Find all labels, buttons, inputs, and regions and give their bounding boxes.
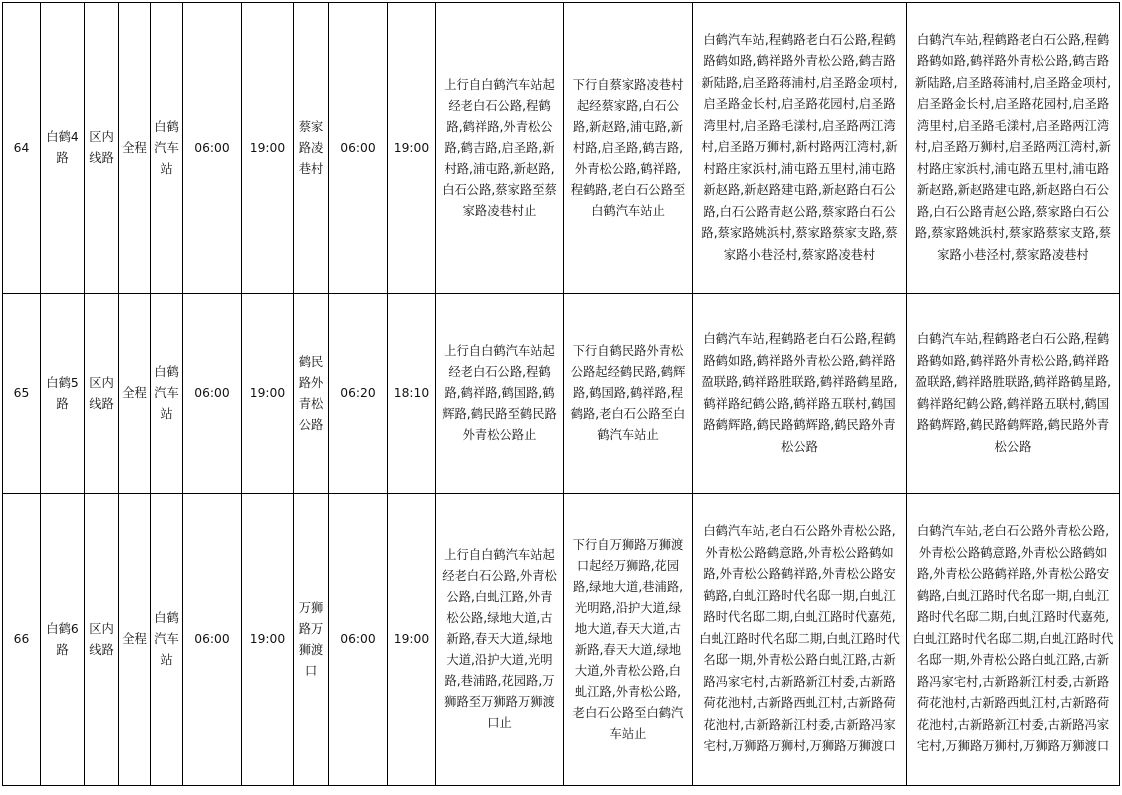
- route-number-cell: 66: [3, 494, 41, 786]
- start-station-cell: 白鹤汽车站: [151, 3, 183, 294]
- end-last-bus-cell: 19:00: [388, 3, 436, 294]
- table-row: [3, 494, 1120, 786]
- down-route-cell: 下行自万狮路万狮渡口起经万狮路,花园路,绿地大道,巷浦路,光明路,沿护大道,绿地大道,春天大道,古新路,春天大道,绿地大道,外青松公路,白虬江路,外青松公路,老白石公路至白鹤汽车站止: [564, 494, 693, 786]
- up-route-cell: 上行自白鹤汽车站起经老白石公路,程鹤路,鹤祥路,外青松公路,鹤吉路,启圣路,新村路,浦屯路,新赵路,白石公路,蔡家路至蔡家路凌巷村止: [436, 3, 564, 294]
- line-type-cell: 区内线路: [85, 294, 119, 494]
- start-first-bus-cell: 06:00: [183, 3, 242, 294]
- range-cell: 全程: [119, 494, 151, 786]
- end-station-cell: 蔡家路凌巷村: [294, 3, 329, 294]
- start-first-bus-cell: 06:00: [183, 494, 242, 786]
- table-row: [3, 3, 1120, 294]
- end-station-cell: 鹤民路外青松公路: [294, 294, 329, 494]
- end-first-bus-cell: 06:20: [329, 294, 388, 494]
- up-route-cell: 上行自白鹤汽车站起经老白石公路,外青松公路,白虬江路,外青松公路,绿地大道,古新路,春天大道,绿地大道,沿护大道,光明路,巷浦路,花园路,万狮路至万狮路万狮渡口止: [436, 494, 564, 786]
- up-stops-cell: 白鹤汽车站,程鹤路老白石公路,程鹤路鹤如路,鹤祥路外青松公路,鹤吉路新陆路,启圣路蒋浦村,启圣路金项村,启圣路金长村,启圣路花园村,启圣路湾里村,启圣路毛漾村,启圣路两江湾村,启圣路万狮村,新村路两江湾村,新村路庄家浜村,浦屯路五里村,浦屯路新赵路,新赵路建屯路,新赵路白石公路,白石公路青赵公路,蔡家路白石公路,蔡家路姚浜村,蔡家路蔡家支路,蔡家路小巷泾村,蔡家路凌巷村: [693, 3, 907, 294]
- range-cell: 全程: [119, 294, 151, 494]
- down-stops-cell: 白鹤汽车站,程鹤路老白石公路,程鹤路鹤如路,鹤祥路外青松公路,鹤吉路新陆路,启圣路蒋浦村,启圣路金项村,启圣路金长村,启圣路花园村,启圣路湾里村,启圣路毛漾村,启圣路两江湾村,启圣路万狮村,启圣路两江湾村,新村路庄家浜村,浦屯路五里村,浦屯路新赵路,新赵路建屯路,新赵路白石公路,白石公路青赵公路,蔡家路白石公路,蔡家路姚浜村,蔡家路蔡家支路,蔡家路小巷泾村,蔡家路凌巷村: [907, 3, 1120, 294]
- start-last-bus-cell: 19:00: [242, 494, 294, 786]
- bus-route-table: [2, 2, 1120, 786]
- down-route-cell: 下行自蔡家路凌巷村起经蔡家路,白石公路,新赵路,浦屯路,新村路,启圣路,鹤吉路,外青松公路,鹤祥路,程鹤路,老白石公路至白鹤汽车站止: [564, 3, 693, 294]
- line-name-cell: 白鹤5路: [41, 294, 85, 494]
- end-first-bus-cell: 06:00: [329, 3, 388, 294]
- start-first-bus-cell: 06:00: [183, 294, 242, 494]
- up-route-cell: 上行自白鹤汽车站起经老白石公路,程鹤路,鹤祥路,鹤国路,鹤辉路,鹤民路至鹤民路外青松公路止: [436, 294, 564, 494]
- start-station-cell: 白鹤汽车站: [151, 294, 183, 494]
- end-last-bus-cell: 19:00: [388, 494, 436, 786]
- start-last-bus-cell: 19:00: [242, 294, 294, 494]
- down-stops-cell: 白鹤汽车站,老白石公路外青松公路,外青松公路鹤意路,外青松公路鹤如路,外青松公路鹤祥路,外青松公路安鹤路,白虬江路时代名邸一期,白虬江路时代名邸二期,白虬江路时代嘉苑,白虬江路时代名邸二期,白虬江路时代名邸一期,外青松公路白虬江路,古新路冯家宅村,古新路新江村委,古新路荷花池村,古新路西虬江村,古新路荷花池村,古新路新江村委,古新路冯家宅村,万狮路万狮村,万狮路万狮渡口: [907, 494, 1120, 786]
- start-last-bus-cell: 19:00: [242, 3, 294, 294]
- up-stops-cell: 白鹤汽车站,老白石公路外青松公路,外青松公路鹤意路,外青松公路鹤如路,外青松公路鹤祥路,外青松公路安鹤路,白虬江路时代名邸一期,白虬江路时代名邸二期,白虬江路时代嘉苑,白虬江路时代名邸二期,白虬江路时代名邸一期,外青松公路白虬江路,古新路冯家宅村,古新路新江村委,古新路荷花池村,古新路西虬江村,古新路荷花池村,古新路新江村委,古新路冯家宅村,万狮路万狮村,万狮路万狮渡口: [693, 494, 907, 786]
- down-stops-cell: 白鹤汽车站,程鹤路老白石公路,程鹤路鹤如路,鹤祥路外青松公路,鹤祥路盈联路,鹤祥路胜联路,鹤祥路鹤星路,鹤祥路纪鹤公路,鹤祥路五联村,鹤国路鹤辉路,鹤民路鹤辉路,鹤民路外青松公路: [907, 294, 1120, 494]
- line-name-cell: 白鹤6路: [41, 494, 85, 786]
- route-number-cell: 64: [3, 3, 41, 294]
- down-route-cell: 下行自鹤民路外青松公路起经鹤民路,鹤辉路,鹤国路,鹤祥路,程鹤路,老白石公路至白鹤汽车站止: [564, 294, 693, 494]
- end-station-cell: 万狮路万狮渡口: [294, 494, 329, 786]
- start-station-cell: 白鹤汽车站: [151, 494, 183, 786]
- range-cell: 全程: [119, 3, 151, 294]
- table-row: [3, 294, 1120, 494]
- line-name-cell: 白鹤4路: [41, 3, 85, 294]
- route-number-cell: 65: [3, 294, 41, 494]
- end-first-bus-cell: 06:00: [329, 494, 388, 786]
- line-type-cell: 区内线路: [85, 3, 119, 294]
- line-type-cell: 区内线路: [85, 494, 119, 786]
- up-stops-cell: 白鹤汽车站,程鹤路老白石公路,程鹤路鹤如路,鹤祥路外青松公路,鹤祥路盈联路,鹤祥路胜联路,鹤祥路鹤星路,鹤祥路纪鹤公路,鹤祥路五联村,鹤国路鹤辉路,鹤民路鹤辉路,鹤民路外青松公路: [693, 294, 907, 494]
- end-last-bus-cell: 18:10: [388, 294, 436, 494]
